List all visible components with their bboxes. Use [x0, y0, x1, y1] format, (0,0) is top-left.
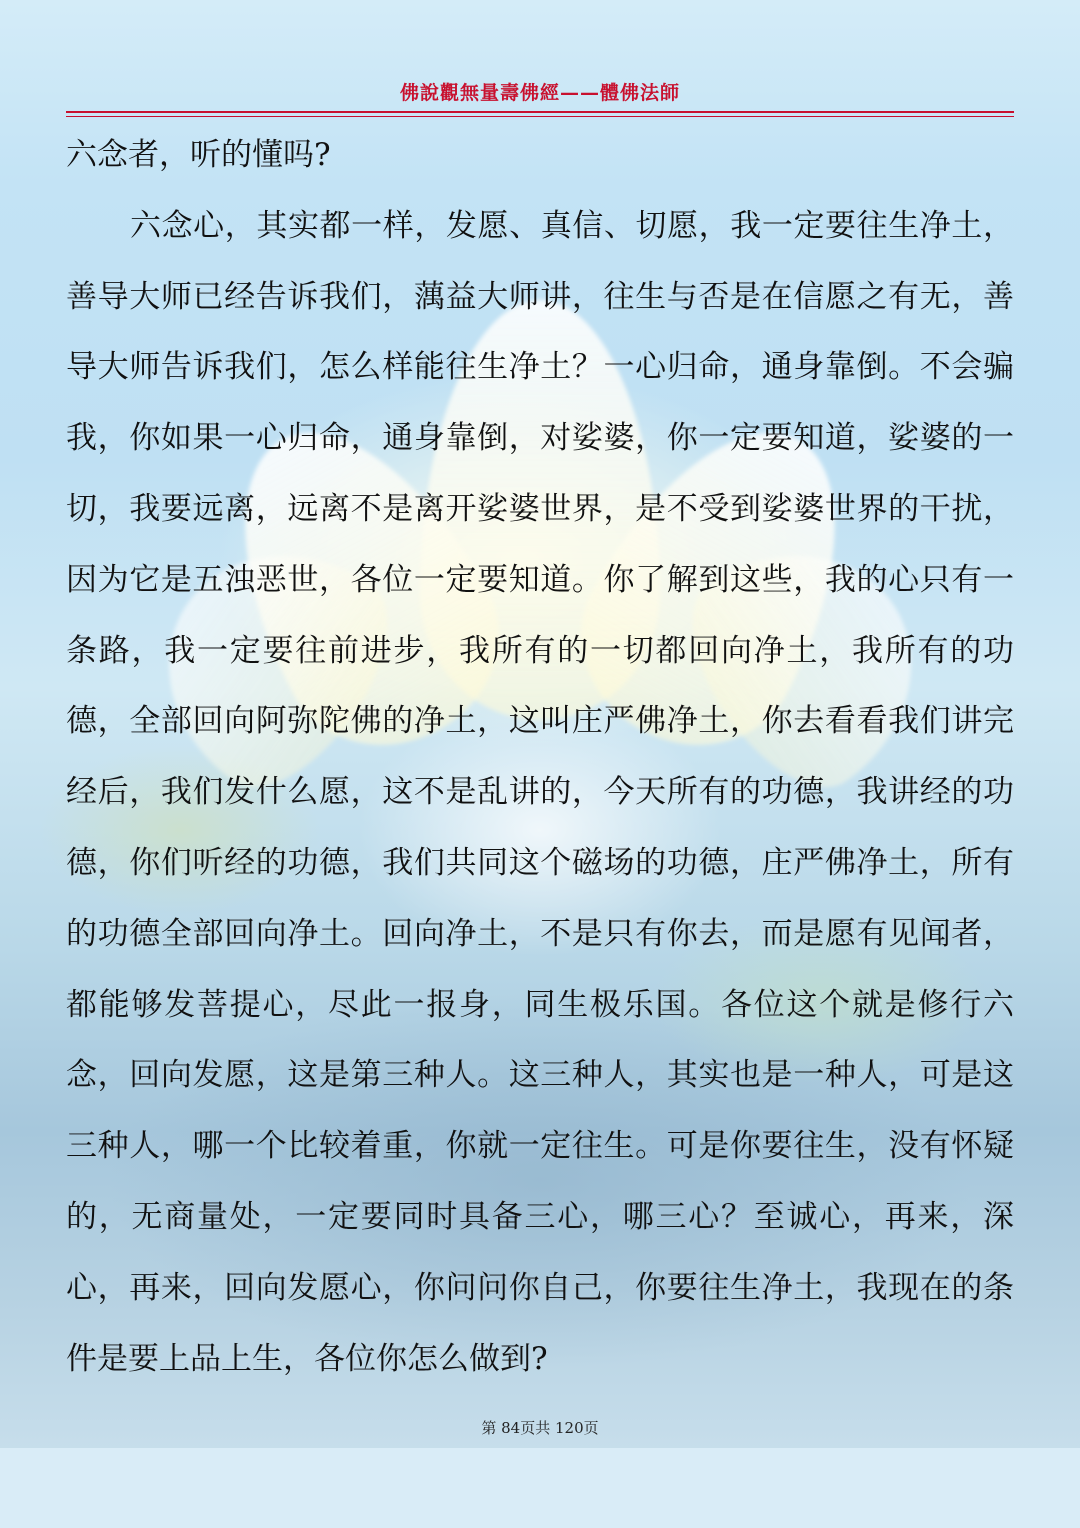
- page-number: 第 84页共 120页: [481, 1419, 599, 1437]
- bottom-margin: [0, 1448, 1080, 1528]
- paragraph: 六念者，听的懂吗?: [66, 137, 331, 173]
- header-rule-thin: [66, 116, 1014, 117]
- header-rule-thick: [66, 111, 1014, 113]
- paragraph: 六念心，其实都一样，发愿、真信、切愿，我一定要往生净土，善导大师已经告诉我们，蕅益大师讲，往生与否是在信愿之有无，善导大师告诉我们，怎么样能往生净土？一心归命，通身靠倒。不会骗我，你如果一心归命，通身靠倒，对娑婆，你一定要知道，娑婆的一切，我要远离，远离不是离开娑婆世界，是不受到娑婆世界的干扰，因为它是五浊恶世，各位一定要知道。你了解到这些，我的心只有一条路，我一定要往前进步，我所有的一切都回向净土，我所有的功德，全部回向阿弥陀佛的净土，这叫庄严佛净土，你去看看我们讲完经后，我们发什么愿，这不是乱讲的，今天所有的功德，我讲经的功德，你们听经的功德，我们共同这个磁场的功德，庄严佛净土，所有的功德全部回向净土。回向净土，不是只有你去，而是愿有见闻者，都能够发菩提心，尽此一报身，同生极乐国。各位这个就是修行六念，回向发愿，这是第三种人。这三种人，其实也是一种人，可是这三种人，哪一个比较着重，你就一定往生。可是你要往生，没有怀疑的，无商量处，一定要同时具备三心，哪三心？至诚心，再来，深心，再来，回向发愿心，你问问你自己，你要往生净土，我现在的条件是要上品上生，各位你怎么做到?: [66, 207, 1014, 1377]
- page-header-title: 佛說觀無量壽佛經——體佛法師: [399, 82, 680, 104]
- body-text: [66, 120, 1014, 1394]
